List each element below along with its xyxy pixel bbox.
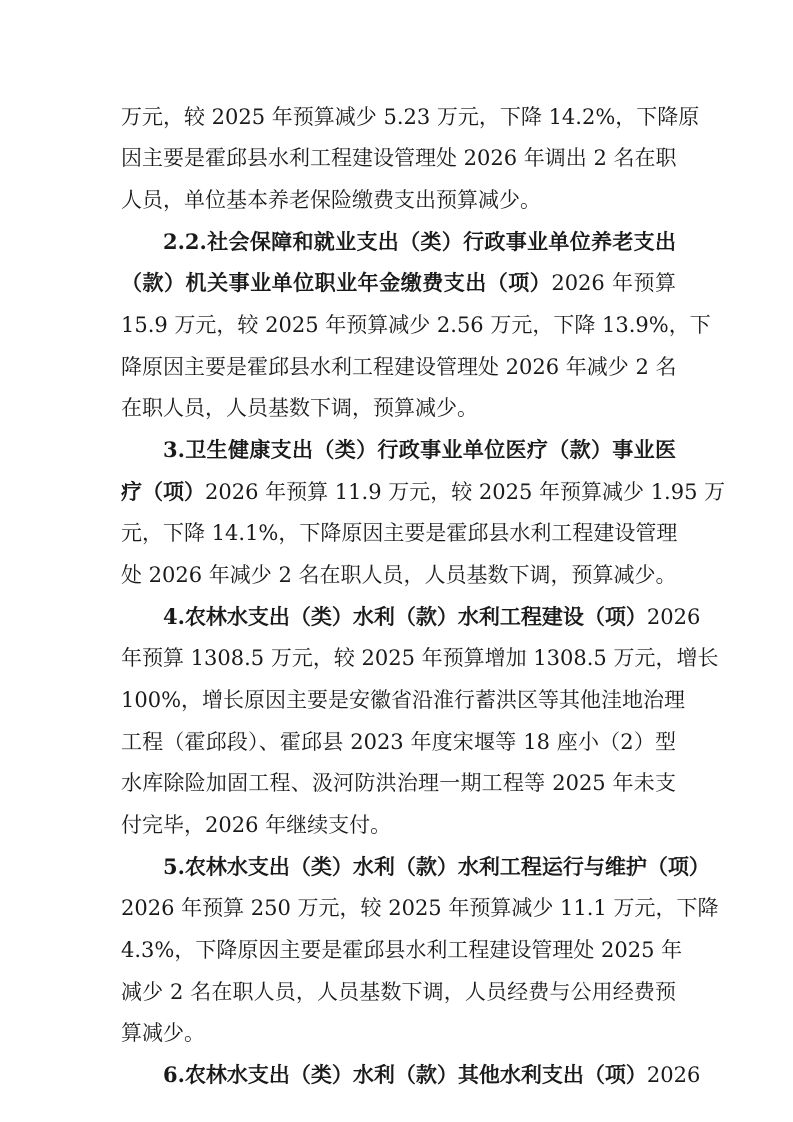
text-line: 因主要是霍邱县水利工程建设管理处 2026 年调出 2 名在职 <box>121 146 677 170</box>
text-line: 人员，单位基本养老保险缴费支出预算减少。 <box>121 188 541 212</box>
text-line: 15.9 万元，较 2025 年预算减少 2.56 万元，下降 13.9%，下 <box>121 313 711 337</box>
text-line: 在职人员，人员基数下调，预算减少。 <box>121 396 478 420</box>
text-line: 万元，较 2025 年预算减少 5.23 万元，下降 14.2%，下降原 <box>121 105 700 129</box>
section-heading-3: 3.卫生健康支出（类）行政事业单位医疗（款）事业医 <box>163 437 676 462</box>
text-line: 元，下降 14.1%，下降原因主要是霍邱县水利工程建设管理 <box>121 521 678 545</box>
section-heading-5: 5.农林水支出（类）水利（款）水利工程运行与维护（项） <box>163 854 710 879</box>
section-heading-4: 4.农林水支出（类）水利（款）水利工程建设（项）2026 <box>163 604 701 629</box>
text-line: （款）机关事业单位职业年金缴费支出（项）2026 年预算 <box>121 270 676 295</box>
text-line: 4.3%，下降原因主要是霍邱县水利工程建设管理处 2025 年 <box>121 938 683 962</box>
text-line: 处 2026 年减少 2 名在职人员，人员基数下调，预算减少。 <box>121 563 677 587</box>
text-line: 水库除险加固工程、汲河防洪治理一期工程等 2025 年未支 <box>121 771 676 795</box>
text-line: 100%，增长原因主要是安徽省沿淮行蓄洪区等其他洼地治理 <box>121 688 686 712</box>
text-line: 2026 年预算 250 万元，较 2025 年预算减少 11.1 万元，下降 <box>121 896 719 920</box>
section-heading-2-2: 2.2.社会保障和就业支出（类）行政事业单位养老支出 <box>163 229 676 254</box>
text-line: 工程（霍邱段）、霍邱县 2023 年度宋堰等 18 座小（2）型 <box>121 730 676 754</box>
text-line: 算减少。 <box>121 1021 205 1045</box>
text-line: 疗（项）2026 年预算 11.9 万元，较 2025 年预算减少 1.95 万 <box>121 479 726 504</box>
text-line: 年预算 1308.5 万元，较 2025 年预算增加 1308.5 万元，增长 <box>121 646 719 670</box>
text-line: 付完毕，2026 年继续支付。 <box>121 813 392 837</box>
text-line: 降原因主要是霍邱县水利工程建设管理处 2026 年减少 2 名 <box>121 355 677 379</box>
section-heading-6: 6.农林水支出（类）水利（款）其他水利支出（项）2026 <box>163 1062 701 1087</box>
text-line: 减少 2 名在职人员，人员基数下调，人员经费与公用经费预 <box>121 980 676 1004</box>
